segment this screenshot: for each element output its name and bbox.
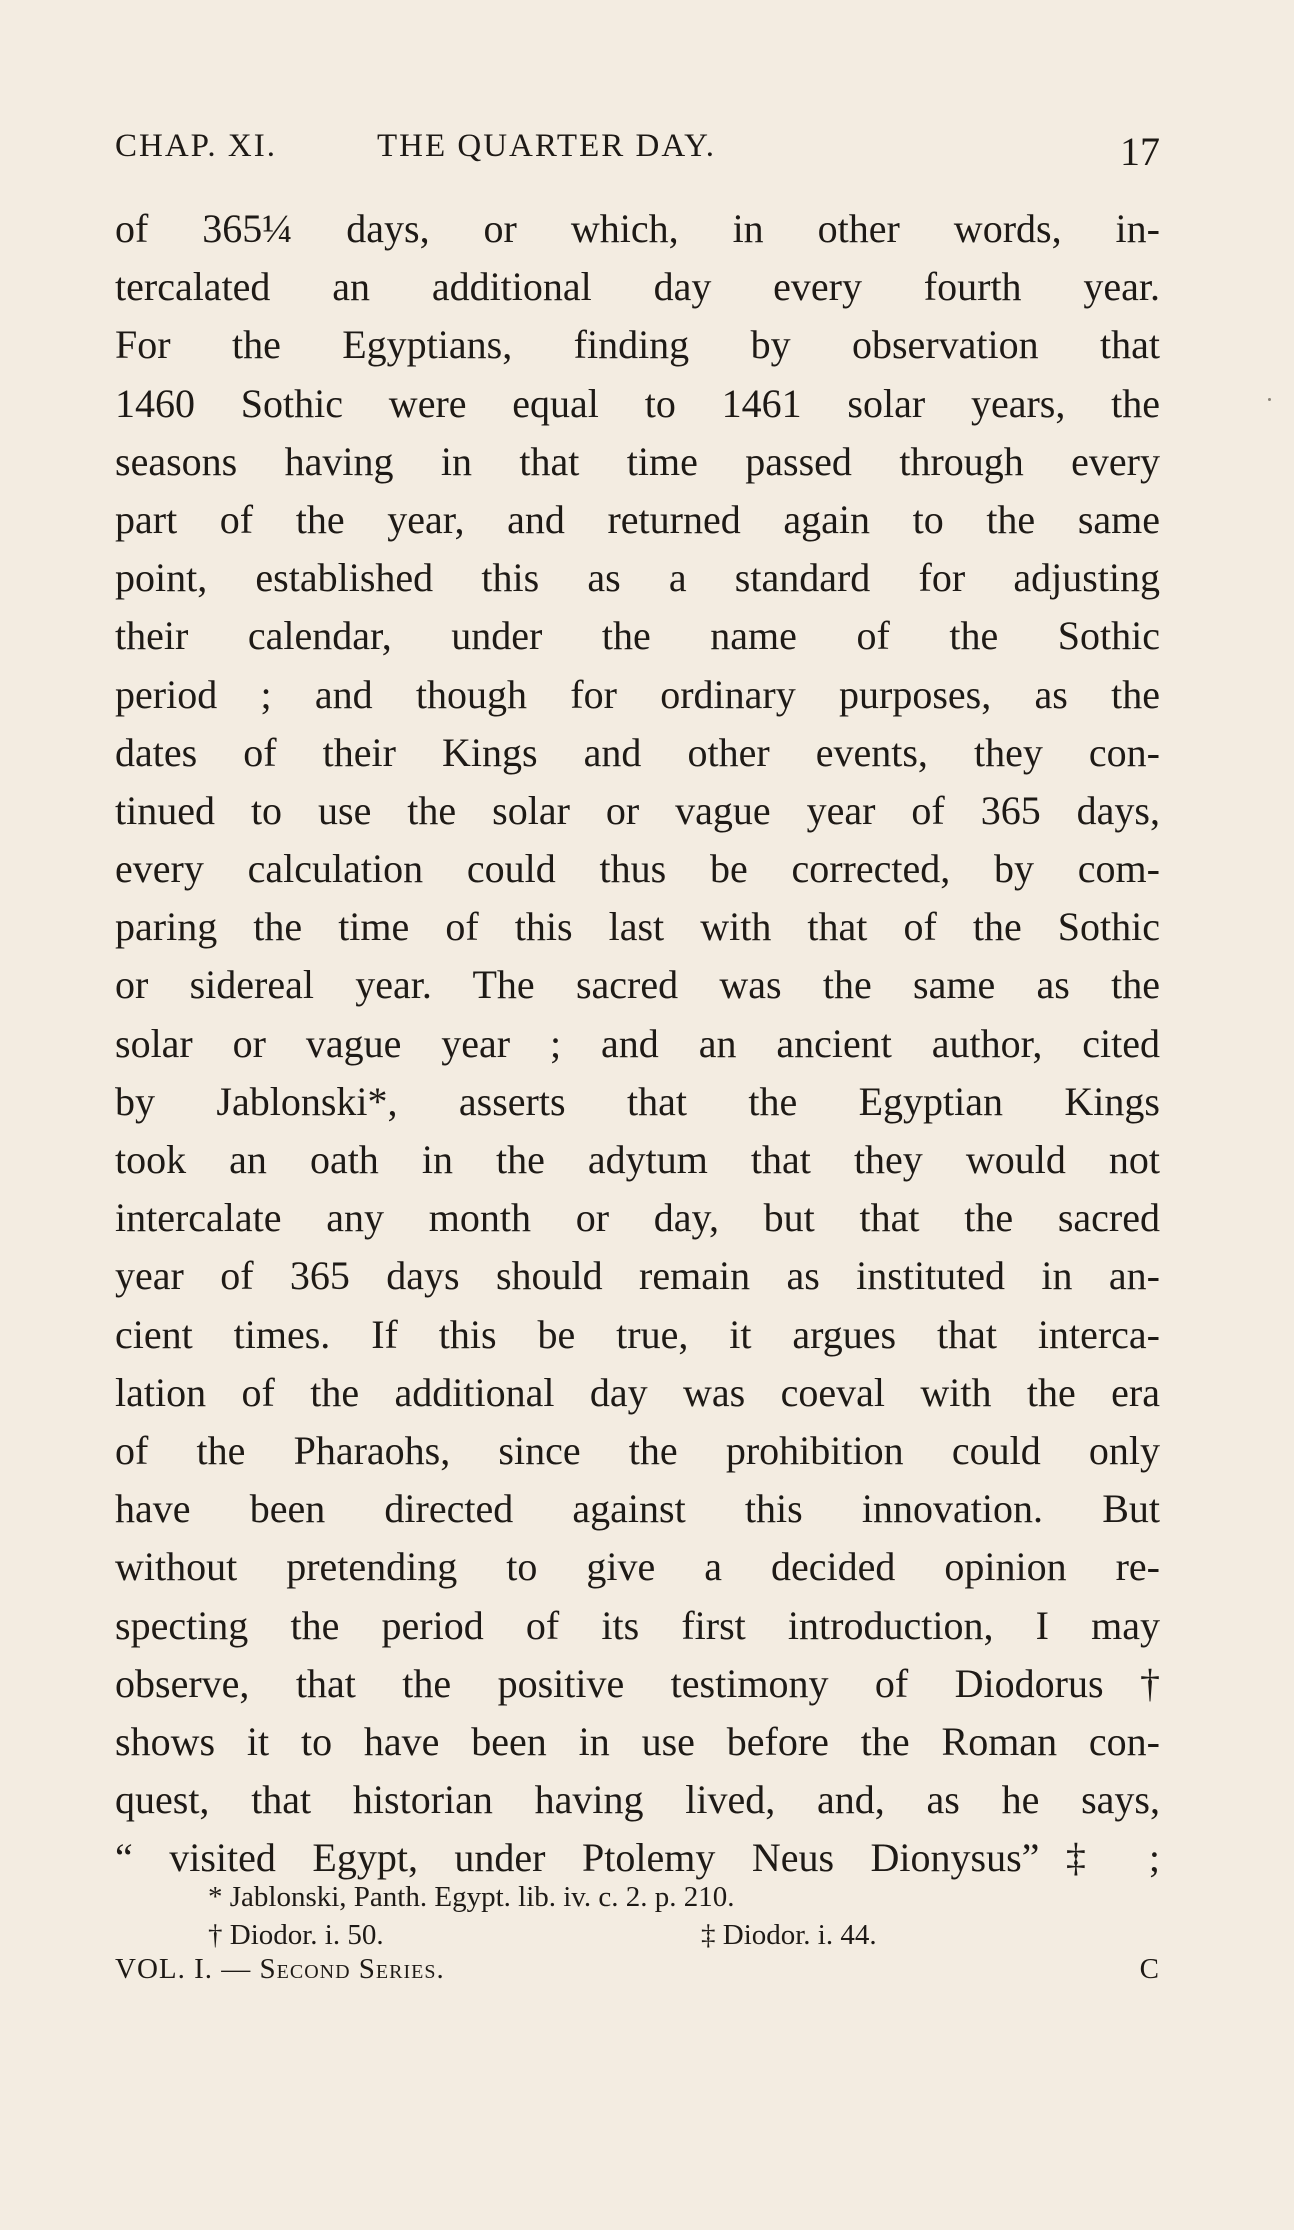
text-line: observe, that the positive testimony of Diodorus† xyxy=(115,1660,1160,1706)
footnotes xyxy=(115,1878,1160,1954)
footnote-row xyxy=(115,1916,1160,1954)
text-line: period ; and though for ordinary purposes, as the xyxy=(115,671,1160,717)
body-text xyxy=(115,200,1160,1887)
text-line: took an oath in the adytum that they would not xyxy=(115,1137,1160,1182)
text-line: of the Pharaohs, since the prohibition could only xyxy=(115,1427,1160,1473)
text-line: part of the year, and returned again to the same xyxy=(115,496,1160,542)
text-line: intercalate any month or day, but that the sacred xyxy=(115,1195,1160,1241)
footnote-jablonski: * Jablonski, Panth. Egypt. lib. iv. c. 2. p. 210. xyxy=(208,1881,735,1913)
chapter-label: CHAP. XI. xyxy=(115,128,277,164)
volume-text: VOL. I. — xyxy=(115,1953,252,1985)
text-line: paring the time of this last with that of the Sothic xyxy=(115,904,1160,950)
text-line: dates of their Kings and other events, they con- xyxy=(115,729,1160,775)
text-line: “ visited Egypt, under Ptolemy Neus Dionysus”‡ ; xyxy=(115,1835,1160,1881)
text-line: without pretending to give a decided opinion re- xyxy=(115,1544,1160,1590)
text-line: tinued to use the solar or vague year of 365 days, xyxy=(115,787,1160,833)
text-line: tercalated an additional day every fourth year. xyxy=(115,264,1160,310)
text-line: point, established this as a standard for adjusting xyxy=(115,555,1160,601)
text-line: year of 365 days should remain as instituted in an- xyxy=(115,1253,1160,1299)
page-number: 17 xyxy=(1120,129,1160,174)
text-line: For the Egyptians, finding by observation that xyxy=(115,322,1160,368)
text-line: have been directed against this innovation. But xyxy=(115,1486,1160,1532)
footnote-diodor-50: † Diodor. i. 50. xyxy=(208,1919,384,1951)
text-line: by Jablonski*, asserts that the Egyptian Kings xyxy=(115,1078,1160,1124)
text-line: of 365¼ days, or which, in other words, in- xyxy=(115,206,1160,251)
text-line: or sidereal year. The sacred was the same as the xyxy=(115,962,1160,1008)
margin-speck xyxy=(1268,398,1271,401)
running-header xyxy=(115,128,1160,172)
signature-mark: C xyxy=(1139,1953,1160,1985)
footnote-diodor-44: ‡ Diodor. i. 44. xyxy=(701,1919,877,1951)
text-line: quest, that historian having lived, and, as he says, xyxy=(115,1777,1160,1823)
chapter-title: THE QUARTER DAY. xyxy=(377,128,716,164)
text-line: solar or vague year ; and an ancient author, cited xyxy=(115,1020,1160,1066)
text-line: specting the period of its first introduction, I may xyxy=(115,1602,1160,1648)
series-text: Second Series. xyxy=(259,1953,445,1985)
text-line: 1460 Sothic were equal to 1461 solar years, the xyxy=(115,380,1160,426)
volume-label xyxy=(115,1950,445,1988)
signature-line xyxy=(115,1950,1160,1988)
text-line: their calendar, under the name of the Sothic xyxy=(115,613,1160,659)
text-line: lation of the additional day was coeval with the era xyxy=(115,1369,1160,1415)
text-line: every calculation could thus be corrected, by com- xyxy=(115,846,1160,892)
text-line: cient times. If this be true, it argues that interca- xyxy=(115,1311,1160,1357)
text-line: seasons having in that time passed through every xyxy=(115,438,1160,484)
text-line: shows it to have been in use before the Roman con- xyxy=(115,1718,1160,1764)
